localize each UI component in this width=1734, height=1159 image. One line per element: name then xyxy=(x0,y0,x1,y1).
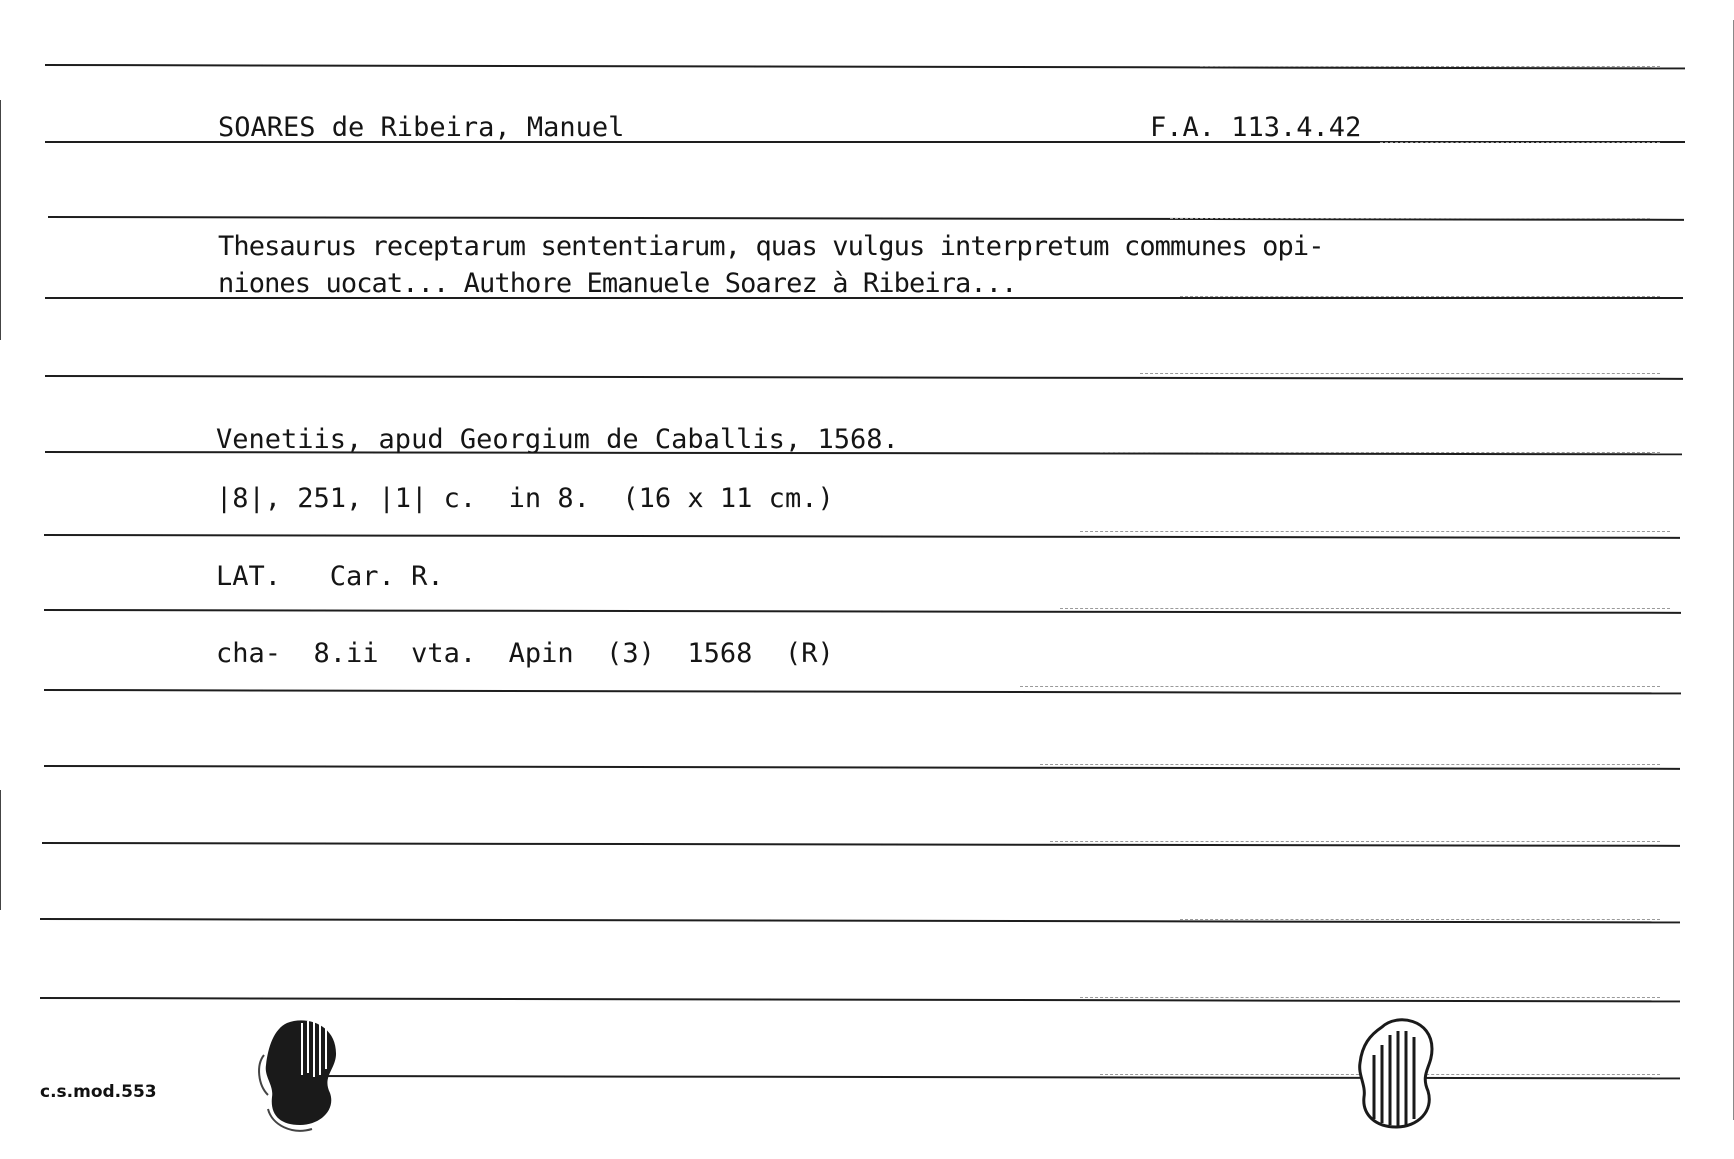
bleed-through-mark xyxy=(1180,296,1660,297)
bleed-through-mark xyxy=(1050,841,1660,842)
ruled-line xyxy=(44,534,1680,539)
collation-line: |8|, 251, |1| c. in 8. (16 x 11 cm.) xyxy=(216,483,834,514)
bleed-through-mark xyxy=(1200,66,1660,67)
shelfmark: F.A. 113.4.42 xyxy=(1150,112,1362,143)
bleed-through-mark xyxy=(1080,531,1670,532)
ruled-line xyxy=(300,1075,1680,1079)
ruled-line xyxy=(45,375,1683,380)
language-line: LAT. Car. R. xyxy=(216,561,444,592)
card-edge-left xyxy=(0,790,1,910)
author-heading: SOARES de Ribeira, Manuel xyxy=(218,112,625,143)
ruled-line xyxy=(44,609,1681,614)
title-line: niones uocat... Authore Emanuele Soarez à Ribeira... xyxy=(218,268,1017,299)
card-edge-left xyxy=(0,100,1,340)
ruled-line xyxy=(42,842,1680,847)
fingerprint-line: cha- 8.ii vta. Apin (3) 1568 (R) xyxy=(216,638,834,669)
imprint-line: Venetiis, apud Georgium de Caballis, 1568. xyxy=(216,424,899,455)
bleed-through-mark xyxy=(1180,919,1660,920)
bleed-through-mark xyxy=(1100,452,1660,453)
ruled-line xyxy=(44,689,1681,694)
bleed-through-mark xyxy=(1170,218,1650,219)
title-line: Thesaurus receptarum sententiarum, quas vulgus interpretum communes opi- xyxy=(218,231,1324,262)
bleed-through-mark xyxy=(1060,608,1670,609)
bleed-through-mark xyxy=(1080,997,1660,998)
punch-hole-right xyxy=(1352,1015,1442,1135)
punch-hole-left xyxy=(252,1015,342,1135)
bleed-through-mark xyxy=(1040,764,1660,765)
bleed-through-mark xyxy=(1140,373,1660,374)
bleed-through-mark xyxy=(1380,142,1660,143)
form-code: c.s.mod.553 xyxy=(40,1082,157,1102)
ruled-line xyxy=(44,765,1680,770)
bleed-through-mark xyxy=(1020,686,1660,687)
